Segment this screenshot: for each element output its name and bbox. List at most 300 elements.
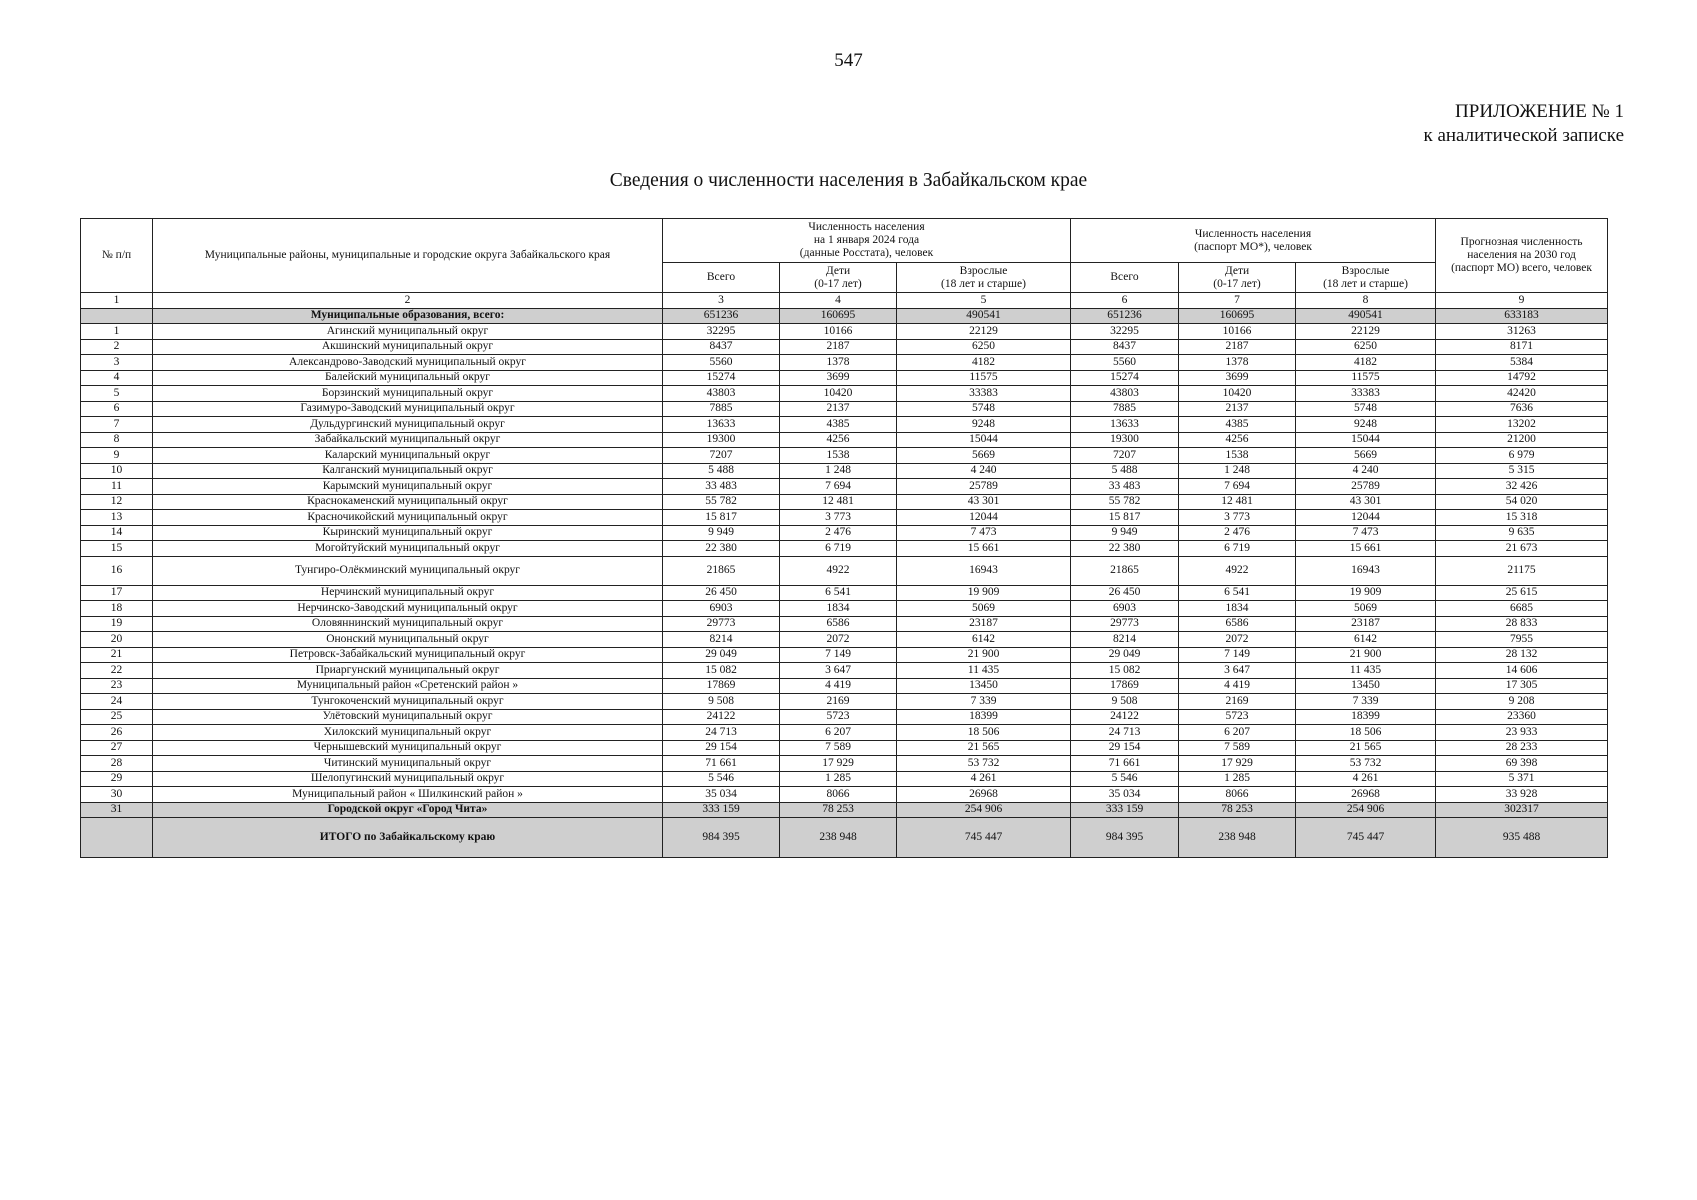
row-value: 15044 (1296, 432, 1436, 448)
row-value: 8437 (1071, 339, 1179, 355)
row-value: 13633 (663, 417, 780, 433)
header-adults (1296, 263, 1436, 293)
row-value: 10166 (780, 324, 897, 340)
table-row (81, 556, 1608, 585)
row-value: 19300 (663, 432, 780, 448)
header-children (780, 263, 897, 293)
row-value: 10420 (780, 386, 897, 402)
row-name: Тунгокоченский муниципальный округ (153, 694, 663, 710)
row-value: 1 285 (780, 771, 897, 787)
row-value: 4922 (1179, 556, 1296, 585)
row-value: 2072 (780, 632, 897, 648)
row-value: 21200 (1436, 432, 1608, 448)
header-passport-line: (паспорт МО*), человек (1194, 240, 1312, 253)
row-name: Дульдургинский муниципальный округ (153, 417, 663, 433)
row-value: 28 132 (1436, 647, 1608, 663)
row-value: 7955 (1436, 632, 1608, 648)
row-value: 29 049 (663, 647, 780, 663)
row-name: Чернышевский муниципальный округ (153, 740, 663, 756)
row-value: 18399 (1296, 709, 1436, 725)
row-value: 3 773 (780, 510, 897, 526)
header-forecast-line: Прогнозная численность (1460, 236, 1583, 248)
row-num: 12 (81, 494, 153, 510)
row-value: 9248 (897, 417, 1071, 433)
table-row (81, 339, 1608, 355)
table-row (81, 525, 1608, 541)
row-value: 6903 (1071, 601, 1179, 617)
column-numbers-row (81, 293, 1608, 309)
row-num: 10 (81, 463, 153, 479)
table-row (81, 632, 1608, 648)
row-value: 22 380 (663, 541, 780, 557)
row-num: 2 (81, 339, 153, 355)
row-value: 21175 (1436, 556, 1608, 585)
appendix-line-1: ПРИЛОЖЕНИЕ № 1 (1455, 101, 1624, 122)
row-value: 5723 (780, 709, 897, 725)
row-value: 8171 (1436, 339, 1608, 355)
row-value: 745 447 (897, 818, 1071, 858)
row-value: 254 906 (1296, 802, 1436, 818)
row-value: 29 049 (1071, 647, 1179, 663)
appendix-label (1423, 100, 1624, 148)
row-name: Балейский муниципальный округ (153, 370, 663, 386)
row-value: 1 248 (1179, 463, 1296, 479)
row-value: 15044 (897, 432, 1071, 448)
summary-row (81, 308, 1608, 324)
row-value: 12 481 (780, 494, 897, 510)
row-name: Агинский муниципальный округ (153, 324, 663, 340)
row-value: 4 419 (1179, 678, 1296, 694)
row-value: 6250 (897, 339, 1071, 355)
column-number: 6 (1071, 293, 1179, 309)
row-value: 5748 (1296, 401, 1436, 417)
row-value: 43 301 (897, 494, 1071, 510)
row-num: 15 (81, 541, 153, 557)
row-value: 26 450 (663, 585, 780, 601)
row-value: 9248 (1296, 417, 1436, 433)
row-value: 10420 (1179, 386, 1296, 402)
row-value: 32 426 (1436, 479, 1608, 495)
column-number: 9 (1436, 293, 1608, 309)
row-value: 7636 (1436, 401, 1608, 417)
row-value: 333 159 (1071, 802, 1179, 818)
row-value: 24122 (663, 709, 780, 725)
header-children-line: Дети (1224, 264, 1250, 277)
row-num: 23 (81, 678, 153, 694)
table-row (81, 601, 1608, 617)
row-num: 27 (81, 740, 153, 756)
row-name: Могойтуйский муниципальный округ (153, 541, 663, 557)
appendix-line-2: к аналитической записке (1423, 125, 1624, 146)
row-value: 633183 (1436, 308, 1608, 324)
row-value: 5 315 (1436, 463, 1608, 479)
row-value: 5384 (1436, 355, 1608, 371)
row-num: 22 (81, 663, 153, 679)
row-value: 6 719 (780, 541, 897, 557)
header-children (1179, 263, 1296, 293)
row-value: 2169 (780, 694, 897, 710)
row-value: 5 488 (1071, 463, 1179, 479)
row-value: 15 082 (663, 663, 780, 679)
table-row (81, 417, 1608, 433)
row-value: 984 395 (663, 818, 780, 858)
row-value: 15 817 (663, 510, 780, 526)
row-name: Муниципальный район « Шилкинский район » (153, 787, 663, 803)
row-value: 5 546 (1071, 771, 1179, 787)
row-value: 238 948 (1179, 818, 1296, 858)
row-value: 18 506 (897, 725, 1071, 741)
row-value: 54 020 (1436, 494, 1608, 510)
table-row (81, 709, 1608, 725)
row-value: 1834 (780, 601, 897, 617)
header-name: Муниципальные районы, муниципальные и городские округа Забайкальского края (153, 219, 663, 293)
row-value: 6 541 (1179, 585, 1296, 601)
table-row (81, 678, 1608, 694)
table-row (81, 370, 1608, 386)
row-value: 8066 (780, 787, 897, 803)
row-name: Читинский муниципальный округ (153, 756, 663, 772)
row-value: 17869 (1071, 678, 1179, 694)
header-passport-group (1071, 219, 1436, 263)
row-num: 1 (81, 324, 153, 340)
row-value: 9 635 (1436, 525, 1608, 541)
row-value: 24122 (1071, 709, 1179, 725)
row-value: 1538 (780, 448, 897, 464)
column-number: 3 (663, 293, 780, 309)
row-value: 2169 (1179, 694, 1296, 710)
row-value: 78 253 (1179, 802, 1296, 818)
row-value: 6 207 (1179, 725, 1296, 741)
row-value: 7 149 (1179, 647, 1296, 663)
row-value: 8214 (1071, 632, 1179, 648)
population-table (80, 218, 1608, 858)
row-value: 23 933 (1436, 725, 1608, 741)
row-name: Муниципальный район «Сретенский район » (153, 678, 663, 694)
row-name: Ононский муниципальный округ (153, 632, 663, 648)
row-value: 26968 (1296, 787, 1436, 803)
row-num: 9 (81, 448, 153, 464)
total-row (81, 818, 1608, 858)
row-num: 29 (81, 771, 153, 787)
row-value: 935 488 (1436, 818, 1608, 858)
city-row (81, 802, 1608, 818)
row-num: 20 (81, 632, 153, 648)
row-value: 4256 (780, 432, 897, 448)
row-value: 13633 (1071, 417, 1179, 433)
row-value: 6 719 (1179, 541, 1296, 557)
header-children-line: (0-17 лет) (814, 277, 862, 290)
row-value: 4 240 (897, 463, 1071, 479)
row-value: 29773 (663, 616, 780, 632)
table-row (81, 771, 1608, 787)
row-value: 31263 (1436, 324, 1608, 340)
row-value: 17 929 (780, 756, 897, 772)
header-passport-line: Численность населения (1194, 227, 1312, 240)
header-adults-line: (18 лет и старше) (1323, 277, 1408, 290)
row-value: 21865 (663, 556, 780, 585)
row-value: 7 589 (1179, 740, 1296, 756)
row-name: Карымский муниципальный округ (153, 479, 663, 495)
row-value: 4922 (780, 556, 897, 585)
row-value: 53 732 (1296, 756, 1436, 772)
row-num: 25 (81, 709, 153, 725)
row-value: 71 661 (663, 756, 780, 772)
row-value: 8066 (1179, 787, 1296, 803)
row-value: 12 481 (1179, 494, 1296, 510)
row-value: 745 447 (1296, 818, 1436, 858)
row-value: 23360 (1436, 709, 1608, 725)
row-name: Александрово-Заводский муниципальный округ (153, 355, 663, 371)
row-value: 13450 (897, 678, 1071, 694)
row-value: 7 339 (1296, 694, 1436, 710)
header-forecast (1436, 219, 1608, 293)
row-value: 28 833 (1436, 616, 1608, 632)
row-value: 4256 (1179, 432, 1296, 448)
row-value: 25 615 (1436, 585, 1608, 601)
row-value: 42420 (1436, 386, 1608, 402)
row-value: 15 661 (897, 541, 1071, 557)
row-num: 3 (81, 355, 153, 371)
row-value: 5069 (897, 601, 1071, 617)
table-row (81, 740, 1608, 756)
row-value: 160695 (780, 308, 897, 324)
row-value: 6586 (1179, 616, 1296, 632)
row-num: 7 (81, 417, 153, 433)
row-value: 5069 (1296, 601, 1436, 617)
page-number: 547 (834, 50, 863, 71)
row-value: 984 395 (1071, 818, 1179, 858)
row-value: 7885 (663, 401, 780, 417)
row-value: 254 906 (897, 802, 1071, 818)
row-num: 6 (81, 401, 153, 417)
table-row (81, 510, 1608, 526)
row-value: 490541 (1296, 308, 1436, 324)
row-value: 4385 (780, 417, 897, 433)
row-num: 21 (81, 647, 153, 663)
row-value: 78 253 (780, 802, 897, 818)
header-adults (897, 263, 1071, 293)
row-value: 33383 (1296, 386, 1436, 402)
row-value: 2187 (780, 339, 897, 355)
row-value: 23187 (897, 616, 1071, 632)
row-name: Каларский муниципальный округ (153, 448, 663, 464)
header-adults-line: Взрослые (1341, 264, 1390, 277)
row-value: 9 208 (1436, 694, 1608, 710)
row-value: 1378 (780, 355, 897, 371)
row-value: 7885 (1071, 401, 1179, 417)
row-value: 4182 (897, 355, 1071, 371)
row-value: 15 082 (1071, 663, 1179, 679)
row-name: Забайкальский муниципальный округ (153, 432, 663, 448)
row-value: 43803 (1071, 386, 1179, 402)
row-name: Тунгиро-Олёкминский муниципальный округ (153, 556, 663, 585)
row-value: 3699 (1179, 370, 1296, 386)
row-value: 69 398 (1436, 756, 1608, 772)
row-name: Хилокский муниципальный округ (153, 725, 663, 741)
header-forecast-line: населения на 2030 год (1467, 249, 1576, 261)
table-row (81, 663, 1608, 679)
row-name: Кыринский муниципальный округ (153, 525, 663, 541)
row-value: 7 149 (780, 647, 897, 663)
row-value: 9 949 (1071, 525, 1179, 541)
row-value: 13450 (1296, 678, 1436, 694)
table-row (81, 479, 1608, 495)
row-value: 21865 (1071, 556, 1179, 585)
row-value: 3 647 (780, 663, 897, 679)
row-num: 4 (81, 370, 153, 386)
header-rosstat-line: на 1 января 2024 года (813, 234, 920, 246)
header-total: Всего (1071, 263, 1179, 293)
table-row (81, 401, 1608, 417)
row-value: 9 508 (663, 694, 780, 710)
row-value: 7 694 (1179, 479, 1296, 495)
row-value: 11 435 (897, 663, 1071, 679)
row-value: 71 661 (1071, 756, 1179, 772)
row-value: 23187 (1296, 616, 1436, 632)
row-value: 9 949 (663, 525, 780, 541)
row-value: 490541 (897, 308, 1071, 324)
document-title: Сведения о численности населения в Забайкальском крае (609, 170, 1088, 191)
row-value: 14 606 (1436, 663, 1608, 679)
row-value: 5560 (663, 355, 780, 371)
row-value: 24 713 (1071, 725, 1179, 741)
row-value: 9 508 (1071, 694, 1179, 710)
row-num: 8 (81, 432, 153, 448)
row-name: Краснокаменский муниципальный округ (153, 494, 663, 510)
row-value: 651236 (663, 308, 780, 324)
row-value: 33383 (897, 386, 1071, 402)
row-value: 15274 (663, 370, 780, 386)
row-value: 33 483 (1071, 479, 1179, 495)
row-value: 29 154 (663, 740, 780, 756)
table-row (81, 585, 1608, 601)
table-row (81, 463, 1608, 479)
table-row (81, 541, 1608, 557)
column-number: 8 (1296, 293, 1436, 309)
row-value: 11575 (897, 370, 1071, 386)
column-number: 4 (780, 293, 897, 309)
row-value: 5748 (897, 401, 1071, 417)
row-value: 29773 (1071, 616, 1179, 632)
row-value: 21 673 (1436, 541, 1608, 557)
row-name: Нерчинско-Заводский муниципальный округ (153, 601, 663, 617)
table-row (81, 725, 1608, 741)
row-value: 11575 (1296, 370, 1436, 386)
row-value: 10166 (1179, 324, 1296, 340)
row-value: 8214 (663, 632, 780, 648)
header-rosstat-group (663, 219, 1071, 263)
row-num: 26 (81, 725, 153, 741)
row-value: 4 240 (1296, 463, 1436, 479)
header-children-line: Дети (825, 264, 851, 277)
row-value: 7 339 (897, 694, 1071, 710)
row-value: 2137 (1179, 401, 1296, 417)
header-total: Всего (663, 263, 780, 293)
row-value: 24 713 (663, 725, 780, 741)
row-num (81, 308, 153, 324)
column-number: 2 (153, 293, 663, 309)
row-value: 33 928 (1436, 787, 1608, 803)
row-value: 1 285 (1179, 771, 1296, 787)
row-value: 21 565 (1296, 740, 1436, 756)
row-value: 18399 (897, 709, 1071, 725)
row-name: Муниципальные образования, всего: (153, 308, 663, 324)
row-value: 22129 (1296, 324, 1436, 340)
row-value: 8437 (663, 339, 780, 355)
table-row (81, 386, 1608, 402)
row-value: 2072 (1179, 632, 1296, 648)
row-name: Красночикойский муниципальный округ (153, 510, 663, 526)
row-num: 5 (81, 386, 153, 402)
row-value: 55 782 (1071, 494, 1179, 510)
row-value: 16943 (1296, 556, 1436, 585)
row-value: 333 159 (663, 802, 780, 818)
table-row (81, 756, 1608, 772)
row-value: 2 476 (780, 525, 897, 541)
row-value: 3 647 (1179, 663, 1296, 679)
row-value: 43 301 (1296, 494, 1436, 510)
row-value: 15 661 (1296, 541, 1436, 557)
row-value: 29 154 (1071, 740, 1179, 756)
row-value: 6903 (663, 601, 780, 617)
row-value: 2187 (1179, 339, 1296, 355)
header-rosstat-line: (данные Росстата), человек (799, 247, 934, 259)
row-value: 17 929 (1179, 756, 1296, 772)
row-value: 26 450 (1071, 585, 1179, 601)
table-body (81, 293, 1608, 858)
row-name: Нерчинский муниципальный округ (153, 585, 663, 601)
row-value: 55 782 (663, 494, 780, 510)
row-value: 5723 (1179, 709, 1296, 725)
row-value: 7 694 (780, 479, 897, 495)
row-name: Петровск-Забайкальский муниципальный округ (153, 647, 663, 663)
row-num: 13 (81, 510, 153, 526)
row-value: 6142 (1296, 632, 1436, 648)
table-row (81, 647, 1608, 663)
row-value: 2137 (780, 401, 897, 417)
column-number: 5 (897, 293, 1071, 309)
header-children-line: (0-17 лет) (1213, 277, 1261, 290)
row-value: 7207 (663, 448, 780, 464)
row-num: 24 (81, 694, 153, 710)
row-value: 6 979 (1436, 448, 1608, 464)
row-name: Шелопугинский муниципальный округ (153, 771, 663, 787)
row-value: 5560 (1071, 355, 1179, 371)
row-name: Оловяннинский муниципальный округ (153, 616, 663, 632)
row-name: Борзинский муниципальный округ (153, 386, 663, 402)
row-value: 3699 (780, 370, 897, 386)
row-num: 14 (81, 525, 153, 541)
row-num: 31 (81, 802, 153, 818)
row-value: 11 435 (1296, 663, 1436, 679)
row-value: 651236 (1071, 308, 1179, 324)
row-value: 160695 (1179, 308, 1296, 324)
row-value: 32295 (1071, 324, 1179, 340)
row-value: 5 371 (1436, 771, 1608, 787)
row-value: 43803 (663, 386, 780, 402)
row-value: 7 589 (780, 740, 897, 756)
row-value: 28 233 (1436, 740, 1608, 756)
row-value: 19 909 (1296, 585, 1436, 601)
row-value: 21 900 (897, 647, 1071, 663)
row-value: 19300 (1071, 432, 1179, 448)
row-value: 13202 (1436, 417, 1608, 433)
row-value: 6 541 (780, 585, 897, 601)
row-num (81, 818, 153, 858)
column-number: 7 (1179, 293, 1296, 309)
header-adults-line: Взрослые (959, 264, 1008, 277)
row-value: 1378 (1179, 355, 1296, 371)
